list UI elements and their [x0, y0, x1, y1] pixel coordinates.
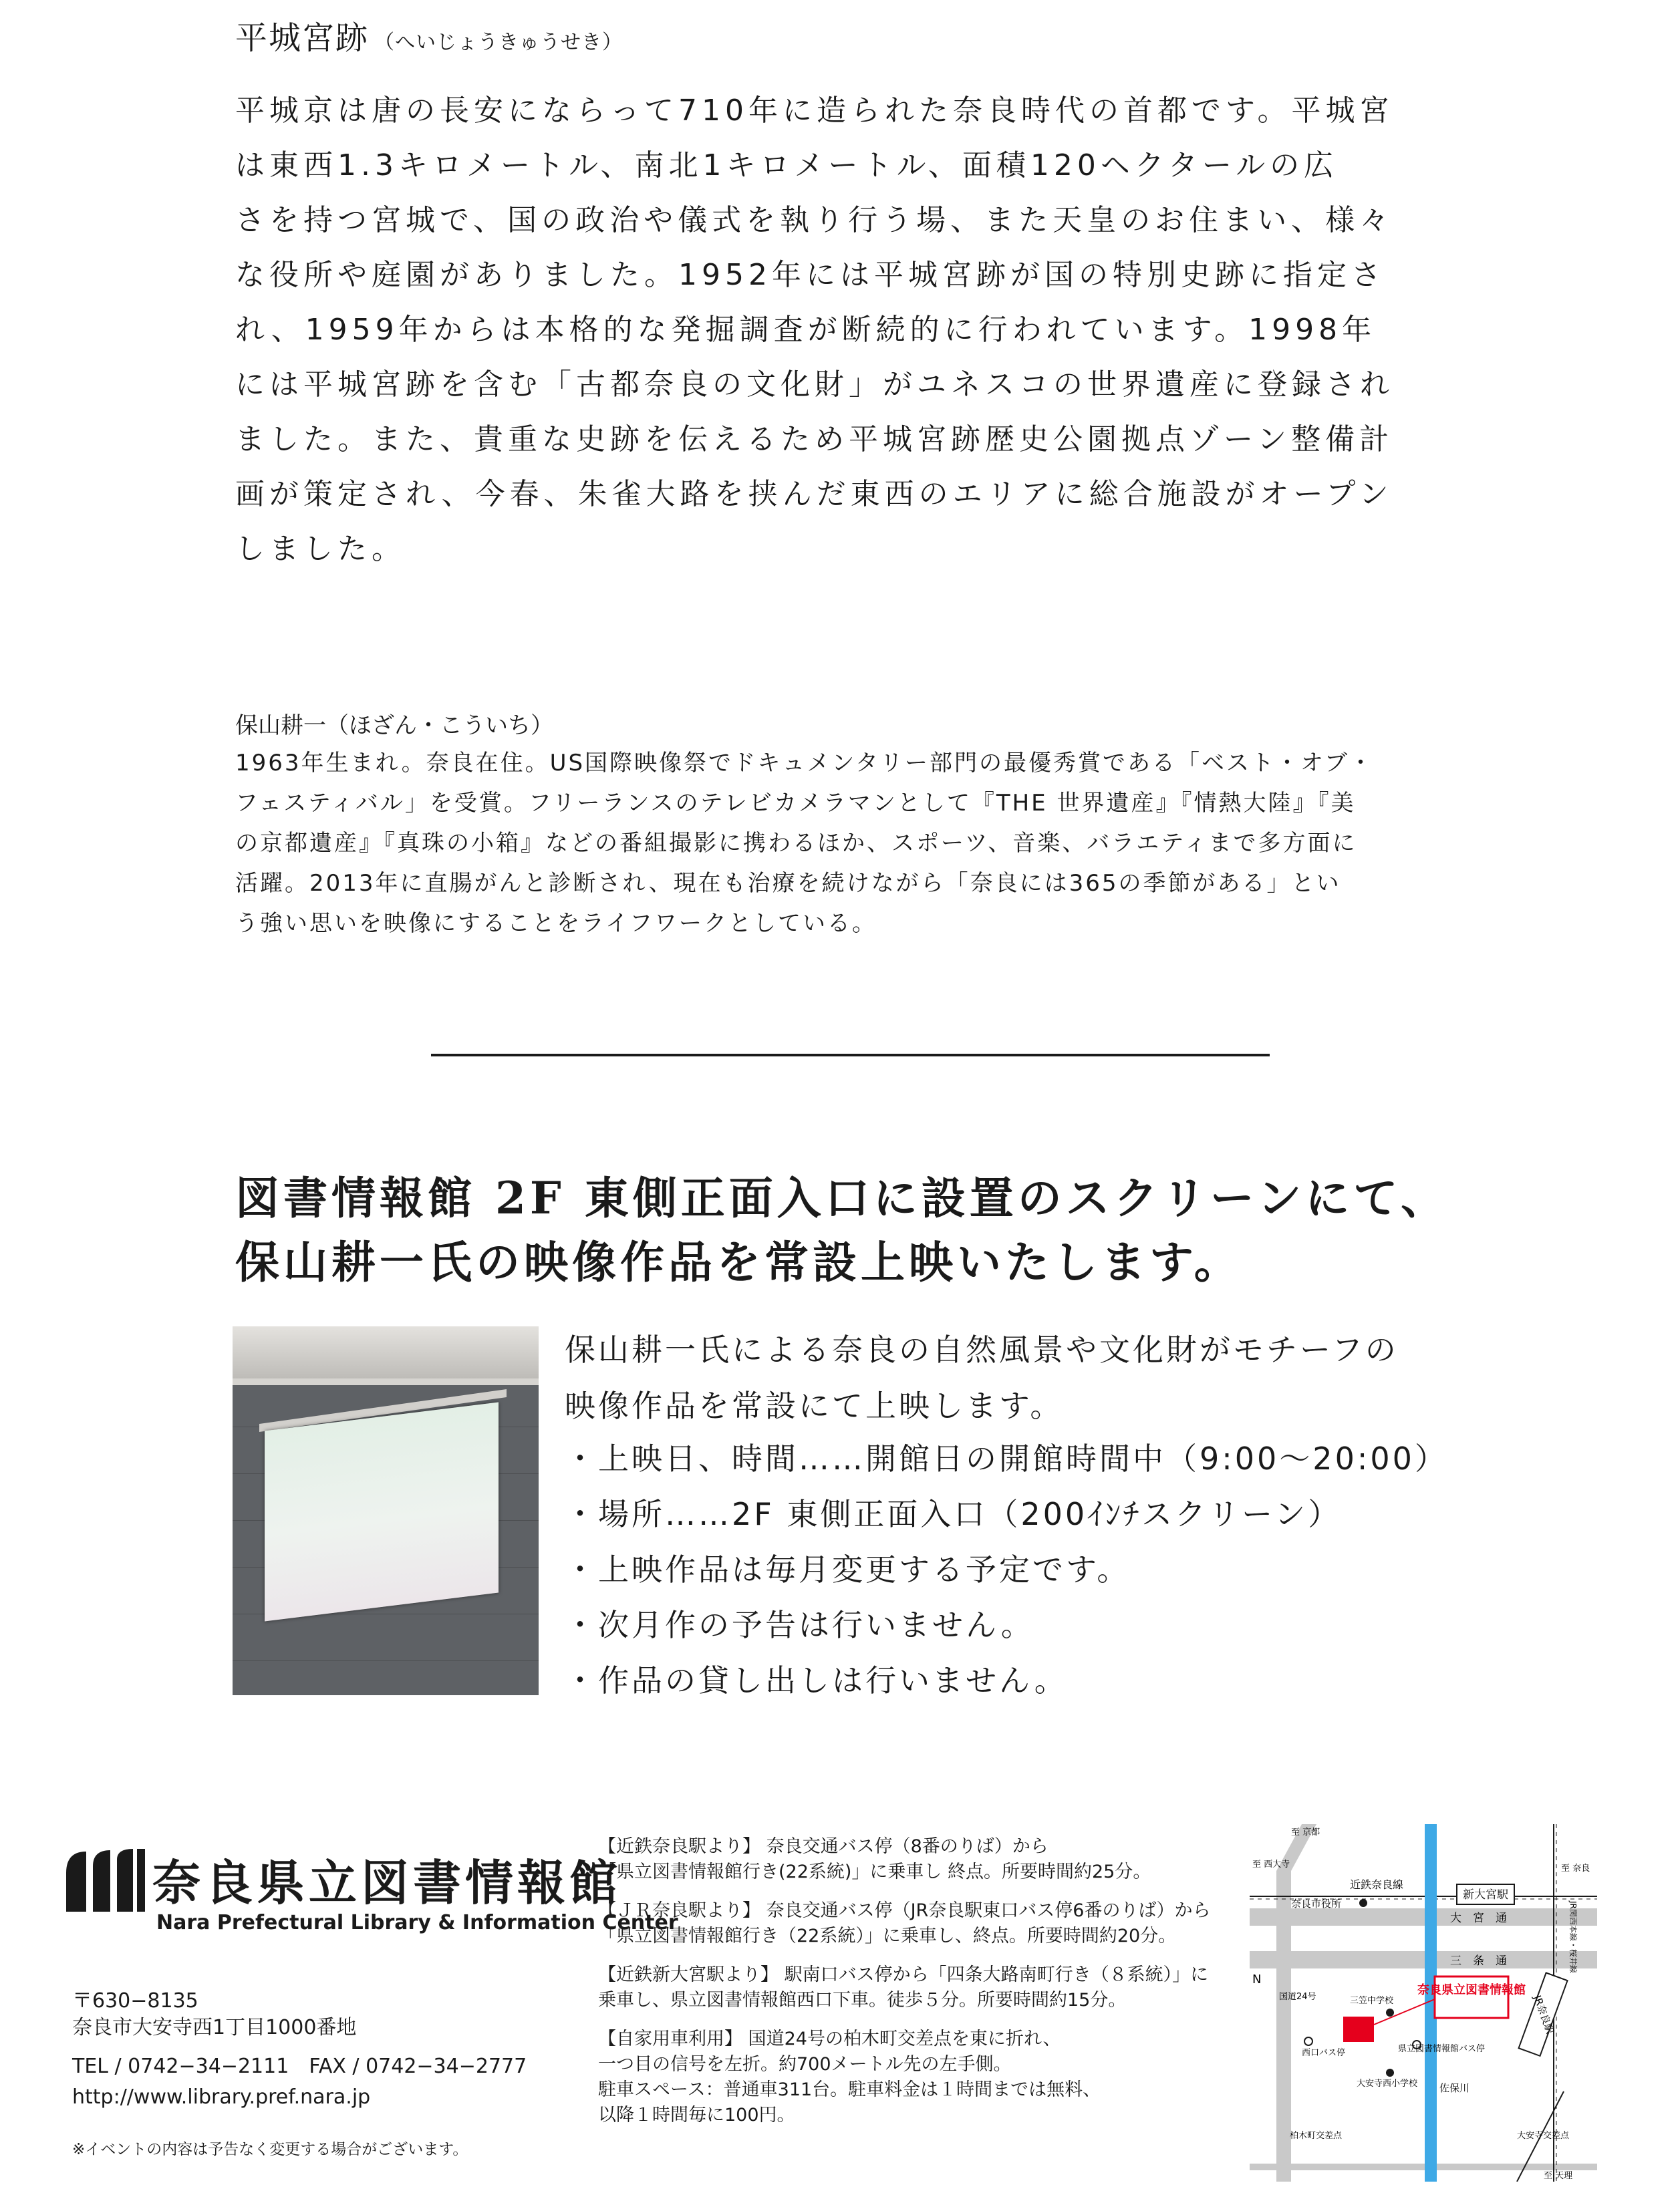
paragraph-line: 画が策定され、今春、朱雀大路を挟んだ東西のエリアに総合施設がオープン	[235, 477, 1393, 511]
article-title-text: 平城宮跡	[235, 19, 370, 57]
map-label: 三笠中学校	[1350, 1996, 1394, 2006]
access-directions	[598, 1834, 1226, 2142]
map-road-sanjo	[1250, 1951, 1597, 1968]
headline-line: 保山耕一氏の映像作品を常設上映いたします。	[235, 1236, 1242, 1288]
access-line: 「県立図書情報館行き(22系統)」に乗車し 終点。所要時間約25分。	[598, 1862, 1151, 1882]
map-label: 西口バス停	[1302, 2048, 1346, 2058]
access-line: 一つ目の信号を左折。約700メートル先の左手側。	[598, 2054, 1012, 2075]
map-label: 県立図書情報館バス停	[1398, 2044, 1486, 2054]
access-kintetsu-nara	[598, 1834, 1226, 1885]
website-url[interactable]: http://www.library.pref.nara.jp	[72, 2085, 371, 2109]
map-label: 柏木町交差点	[1290, 2131, 1343, 2141]
section-divider	[431, 1054, 1270, 1056]
paragraph-line: ました。また、貴重な史跡を伝えるため平城宮跡歴史公園拠点ゾーン整備計	[235, 422, 1394, 456]
announcement-headline	[235, 1166, 1572, 1294]
map-library-marker	[1343, 2017, 1374, 2042]
access-shin-omiya	[598, 1962, 1226, 2013]
map-road-route24	[1276, 1871, 1291, 2182]
map-label: 大安寺交差点	[1517, 2131, 1570, 2141]
map-label: 大 宮 通	[1450, 1912, 1507, 1925]
headline-line: 図書情報館 2F 東側正面入口に設置のスクリーンにて、	[235, 1172, 1449, 1224]
screen-photo	[233, 1326, 539, 1695]
map-north-label: N	[1252, 1972, 1262, 1987]
article-paragraph	[235, 84, 1498, 577]
paragraph-line: さを持つ宮城で、国の政治や儀式を執り行う場、また天皇のお住まい、様々	[235, 203, 1394, 237]
phone-fax: TEL / 0742−34−2111 FAX / 0742−34−2777	[72, 2055, 527, 2078]
profile-bio	[235, 743, 1505, 943]
access-line: 【近鉄奈良駅より】 奈良交通バス停（8番のりば）から	[598, 1836, 1048, 1857]
bio-line: う強い思いを映像にすることをライフワークとしている。	[235, 910, 877, 937]
bio-line: フェスティバル」を受賞。フリーランスのテレビカメラマンとして『THE 世界遺産』『情熱大陸』『美	[235, 790, 1356, 817]
map-library-label: 奈良県立図書情報館	[1417, 1983, 1526, 1997]
access-line: 乗車し、県立図書情報館西口下車。徒歩５分。所要時間約15分。	[598, 1990, 1127, 2011]
paragraph-line: な役所や庭園がありました。1952年には平城宮跡が国の特別史跡に指定さ	[235, 258, 1385, 292]
access-line: 以降１時間毎に100円。	[598, 2105, 795, 2126]
map-label: 至 西大寺	[1252, 1860, 1290, 1870]
map-label: 至 天理	[1544, 2171, 1573, 2181]
map-label: 近鉄奈良線	[1350, 1878, 1404, 1891]
access-line: 駐車スペース：普通車311台。駐車料金は１時間までは無料、	[598, 2079, 1101, 2100]
map-label: 奈良市役所	[1291, 1898, 1342, 1910]
paragraph-line: 平城京は唐の長安にならって710年に造られた奈良時代の首都です。平城宮	[235, 94, 1394, 128]
photo-ceiling	[233, 1326, 539, 1380]
profile-name: 保山耕一（ほざん・こういち）	[235, 712, 553, 739]
library-logo-icon	[63, 1846, 147, 1913]
contact-block	[72, 2051, 527, 2113]
access-map	[1250, 1824, 1597, 2182]
bullet-item: ・作品の貸し出しは行いません。	[565, 1662, 1068, 1699]
photo-pipe	[233, 1378, 539, 1385]
paragraph-line: れ、1959年からは本格的な発掘調査が断続的に行われています。1998年	[235, 313, 1377, 347]
access-line: 【自家用車利用】 国道24号の柏木町交差点を東に折れ、	[598, 2029, 1061, 2049]
bullet-item: ・上映作品は毎月変更する予定です。	[565, 1552, 1131, 1588]
access-line: 「県立図書情報館行き（22系統）」に乗車し、終点。所要時間約20分。	[598, 1926, 1177, 1946]
bio-line: 1963年生まれ。奈良在住。US国際映像祭でドキュメンタリー部門の最優秀賞である「ベスト・オブ・	[235, 750, 1374, 776]
map-label: JR関西本線・桜井線	[1568, 1901, 1578, 1973]
map-station-shin-omiya: 新大宮駅	[1463, 1888, 1508, 1902]
paragraph-line: には平城宮跡を含む「古都奈良の文化財」がユネスコの世界遺産に登録され	[235, 368, 1394, 402]
address-block	[72, 1988, 356, 2041]
map-label: 佐保川	[1439, 2082, 1470, 2094]
map-label: 三 条 通	[1450, 1954, 1507, 1968]
bio-line: の京都遺産』『真珠の小箱』などの番組撮影に携わるほか、スポーツ、音楽、バラエティまで多方面に	[235, 830, 1357, 857]
bullet-item: ・上映日、時間……開館日の開館時間中（9:00～20:00）	[565, 1441, 1448, 1477]
map-station-jr-nara: JR奈良駅	[1531, 1993, 1556, 2036]
bullet-item: ・次月作の予告は行いません。	[565, 1607, 1034, 1643]
intro-line: 保山耕一氏による奈良の自然風景や文化財がモチーフの	[565, 1332, 1399, 1368]
map-label: 国道24号	[1279, 1992, 1316, 2002]
disclaimer-note: ※イベントの内容は予告なく変更する場合がございます。	[72, 2141, 468, 2158]
projection-screen	[265, 1403, 499, 1622]
map-road-omiya	[1250, 1908, 1597, 1926]
postal-code: 〒630−8135	[72, 1989, 198, 2013]
bullet-item: ・場所……2F 東側正面入口（200ｲﾝﾁスクリーン）	[565, 1496, 1342, 1532]
article-title-reading: （へいじょうきゅうせき）	[374, 31, 623, 54]
access-jr-nara	[598, 1898, 1226, 1949]
map-label: 大安寺西小学校	[1357, 2079, 1418, 2089]
paragraph-line: は東西1.3キロメートル、南北1キロメートル、面積120ヘクタールの広	[235, 148, 1339, 182]
map-label: 至 奈良	[1561, 1864, 1590, 1874]
logo-en-text: Nara Prefectural Library & Information Center	[156, 1911, 678, 1934]
logo-jp-text: 奈良県立図書情報館	[152, 1855, 622, 1911]
street-address: 奈良市大安寺西1丁目1000番地	[72, 2016, 357, 2039]
intro-line: 映像作品を常設にて上映します。	[565, 1388, 1064, 1424]
access-line: 【ＪＲ奈良駅より】 奈良交通バス停（JR奈良駅東口バス停6番のりば）から	[598, 1900, 1211, 1921]
access-line: 【近鉄新大宮駅より】 駅南口バス停から「四条大路南町行き（８系統）」に	[598, 1964, 1209, 1985]
bio-line: 活躍。2013年に直腸がんと診断され、現在も治療を続けながら「奈良には365の季節がある」とい	[235, 870, 1341, 897]
paragraph-line: しました。	[235, 532, 406, 566]
map-label: 至 京都	[1291, 1827, 1320, 1838]
announcement-bullets	[565, 1431, 1448, 1709]
announcement-intro	[565, 1322, 1634, 1434]
access-car	[598, 2027, 1226, 2128]
article-title	[235, 12, 623, 58]
